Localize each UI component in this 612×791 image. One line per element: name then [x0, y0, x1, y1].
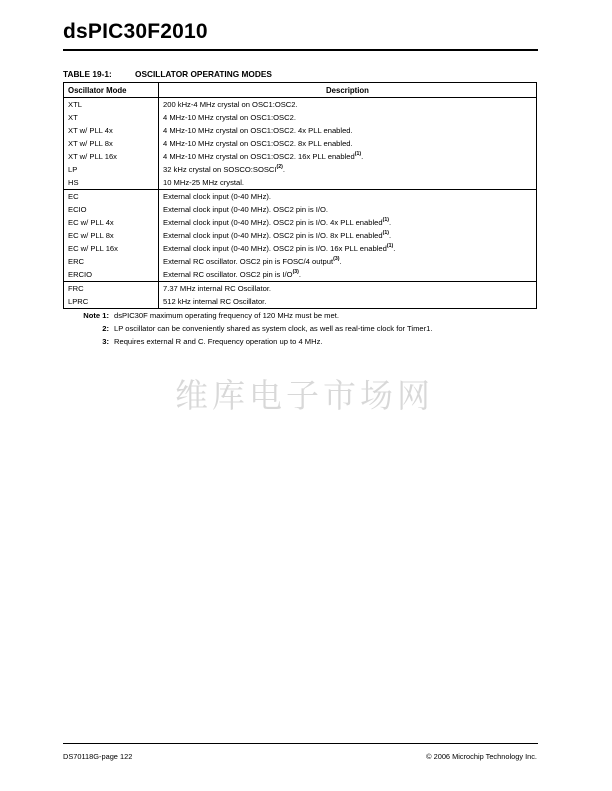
column-header-description: Description [159, 83, 537, 98]
footnote-reference: (3) [333, 256, 340, 262]
table-row [64, 137, 537, 150]
note-item [63, 335, 433, 348]
note-item [63, 322, 433, 335]
note-text: dsPIC30F maximum operating frequency of 120 MHz must be met. [114, 311, 339, 320]
description-text: 512 kHz internal RC Oscillator. [163, 297, 267, 306]
footnote-reference: (2) [276, 164, 283, 170]
footnote-reference: (1) [382, 217, 389, 223]
table-caption [63, 69, 272, 79]
description-text: 4 MHz-10 MHz crystal on OSC1:OSC2. 8x PLL enabled. [163, 139, 353, 148]
description-cell [159, 137, 537, 150]
footnote-reference: (1) [386, 243, 394, 249]
watermark: 维库电子市场网 [175, 376, 434, 415]
description-text: External clock input (0-40 MHz). OSC2 pin is I/O. [163, 205, 329, 214]
table-row [64, 150, 537, 163]
table-row [64, 282, 537, 296]
description-cell [159, 176, 537, 190]
table-row [64, 163, 537, 176]
description-cell [159, 295, 537, 309]
table-caption-title: OSCILLATOR OPERATING MODES [135, 69, 272, 79]
table-row [64, 190, 537, 204]
oscillator-mode-cell: LP [64, 163, 159, 176]
description-cell [159, 150, 537, 163]
description-text: 10 MHz-25 MHz crystal. [163, 178, 245, 187]
oscillator-mode-cell: EC w/ PLL 4x [64, 216, 159, 229]
description-text: External clock input (0-40 MHz). OSC2 pin is I/O. 4x PLL enabled [163, 218, 383, 227]
oscillator-mode-cell: HS [64, 176, 159, 190]
note-text: Requires external R and C. Frequency operation up to 4 MHz. [114, 337, 323, 346]
table-row [64, 176, 537, 190]
oscillator-mode-cell: LPRC [64, 295, 159, 309]
description-text: 4 MHz-10 MHz crystal on OSC1:OSC2. 16x PLL enabled [163, 152, 355, 161]
footnote-reference: (1) [382, 230, 389, 236]
oscillator-mode-cell: XT [64, 111, 159, 124]
description-text: External clock input (0-40 MHz). OSC2 pin is I/O. 8x PLL enabled [163, 231, 383, 240]
description-cell [159, 98, 537, 112]
oscillator-mode-cell: EC w/ PLL 16x [64, 242, 159, 255]
table-row [64, 242, 537, 255]
description-cell [159, 282, 537, 296]
description-text: External RC oscillator. OSC2 pin is I/O [163, 270, 293, 279]
description-tail: . [282, 165, 285, 174]
oscillator-mode-cell: ECIO [64, 203, 159, 216]
description-cell [159, 111, 537, 124]
description-text: 7.37 MHz internal RC Oscillator. [163, 284, 272, 293]
description-text: External clock input (0-40 MHz). OSC2 pin is I/O. 16x PLL enabled [163, 244, 387, 253]
oscillator-mode-cell: XT w/ PLL 16x [64, 150, 159, 163]
oscillator-mode-cell: EC [64, 190, 159, 204]
description-cell [159, 268, 537, 282]
description-cell [159, 163, 537, 176]
table-row [64, 295, 537, 309]
oscillator-mode-cell: ERC [64, 255, 159, 268]
oscillator-mode-cell: ERCIO [64, 268, 159, 282]
description-text: External clock input (0-40 MHz). [163, 192, 272, 201]
oscillator-mode-cell: XT w/ PLL 8x [64, 137, 159, 150]
table-notes [63, 309, 433, 348]
oscillator-mode-cell: EC w/ PLL 8x [64, 229, 159, 242]
description-text: 4 MHz-10 MHz crystal on OSC1:OSC2. 4x PLL enabled. [163, 126, 353, 135]
description-text: 32 kHz crystal on SOSCO:SOSCI [163, 165, 277, 174]
oscillator-mode-cell: FRC [64, 282, 159, 296]
table-row [64, 216, 537, 229]
table-row [64, 255, 537, 268]
description-tail: . [388, 218, 392, 227]
oscillator-modes-table [63, 82, 537, 309]
description-cell [159, 124, 537, 137]
note-label: Note 1: [83, 311, 109, 320]
description-tail: . [298, 270, 302, 279]
description-tail: . [393, 244, 396, 253]
note-text: LP oscillator can be conveniently shared as system clock, as well as real-time clock for Timer1. [114, 324, 433, 333]
table-row [64, 203, 537, 216]
description-cell [159, 216, 537, 229]
footnote-reference: (3) [292, 269, 299, 275]
description-text: 200 kHz-4 MHz crystal on OSC1:OSC2. [163, 100, 298, 109]
note-label: 3: [102, 337, 109, 346]
footnote-reference: (1) [354, 151, 362, 157]
description-tail: . [388, 231, 392, 240]
table-header-row [64, 83, 537, 98]
description-tail: . [361, 152, 364, 161]
column-header-oscillator-mode: Oscillator Mode [64, 83, 159, 98]
table-row [64, 111, 537, 124]
description-tail: . [339, 257, 342, 266]
table-row [64, 229, 537, 242]
oscillator-mode-cell: XTL [64, 98, 159, 112]
description-cell [159, 255, 537, 268]
description-cell [159, 203, 537, 216]
footer-copyright: © 2006 Microchip Technology Inc. [426, 752, 537, 761]
oscillator-mode-cell: XT w/ PLL 4x [64, 124, 159, 137]
note-item [63, 309, 433, 322]
description-cell [159, 242, 537, 255]
table-caption-number: TABLE 19-1: [63, 69, 112, 79]
table-row [64, 268, 537, 282]
table-body [64, 98, 537, 309]
description-text: 4 MHz-10 MHz crystal on OSC1:OSC2. [163, 113, 296, 122]
page-title: dsPIC30F2010 [63, 20, 208, 43]
description-cell [159, 229, 537, 242]
description-text: External RC oscillator. OSC2 pin is FOSC/4 output [163, 257, 334, 266]
note-label: 2: [102, 324, 109, 333]
description-cell [159, 190, 537, 204]
table-row [64, 124, 537, 137]
footer-document-id: DS70118G-page 122 [63, 752, 133, 761]
table-row [64, 98, 537, 112]
footer-divider [63, 743, 538, 744]
title-divider [63, 49, 538, 51]
